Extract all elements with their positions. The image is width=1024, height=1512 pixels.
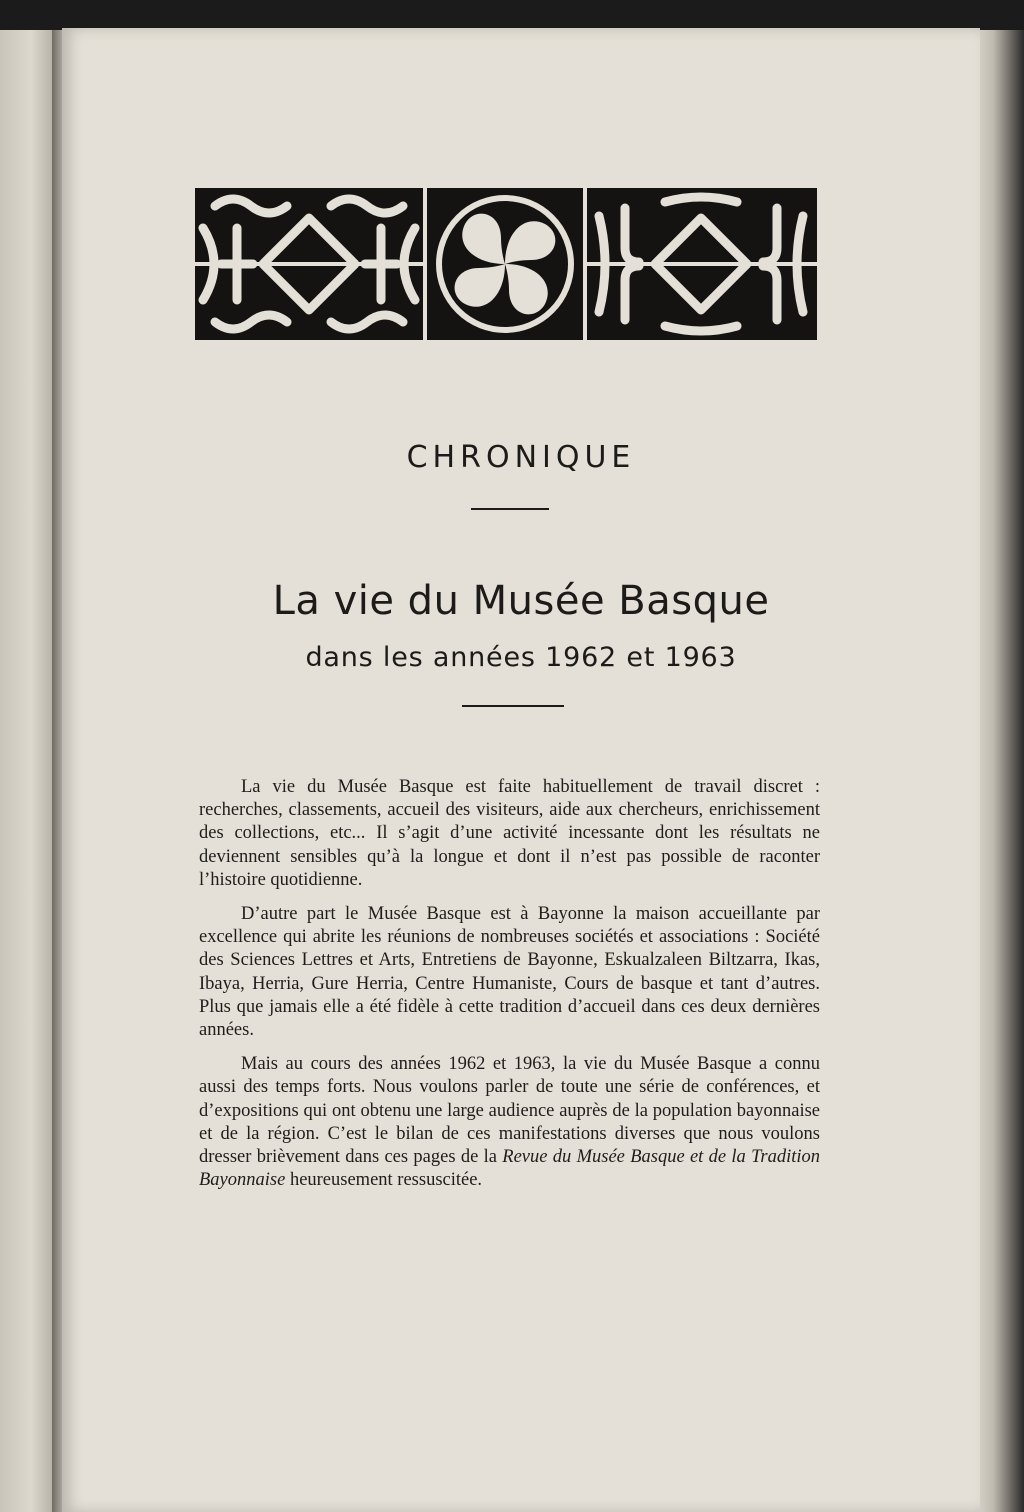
paragraph-text: heureusement ressuscitée. [285,1170,483,1191]
facing-page-edge [0,30,52,1512]
paragraph: D’autre part le Musée Basque est à Bayonne la maison accueillante par excellence qui abrite les réunions de nombreuses sociétés et associations : Société des Sciences Lettres et Arts, Entretiens de Bayonne, Eskualzaleen Biltzarra, Ikas, Ibaya, Herria, Gure Herria, Centre Humaniste, Cours de basque et tant d’autres. Plus que jamais elle a été fidèle à cette tradition d’accueil dans ces deux dernières années. [199,904,820,1041]
section-label: CHRONIQUE [406,440,636,475]
divider-rule [462,705,564,707]
page-stack-edge [980,30,1024,1512]
article-title: La vie du Musée Basque [272,578,770,624]
paragraph [199,1053,820,1192]
basque-ornament-frieze [195,188,817,340]
article-subtitle: dans les années 1962 et 1963 [305,642,737,673]
journal-title: Revue du Musée Basque et de la Tradition Bayonnaise [199,1147,820,1191]
article-body [199,776,820,1203]
paragraph-text: Mais au cours des années 1962 et 1963, la vie du Musée Basque a connu aussi des temps forts. Nous voulons parler de toute une série de conférences, et d’expositions qui ont obtenu une large audience auprès de la population bayonnaise et de la région. C’est le bilan de ces manifestations diverses que nous voulons dresser brièvement dans ces pages de la [199,1054,820,1168]
book-gutter [52,30,62,1512]
divider-rule [471,508,549,510]
paragraph: La vie du Musée Basque est faite habituellement de travail discret : recherches, classements, accueil des visiteurs, aide aux chercheurs, enrichissement des collections, etc... Il s’agit d’une activité incessante dont les résultats ne deviennent sensibles qu’à la longue et dont il n’est pas possible de raconter l’histoire quotidienne. [199,777,820,890]
